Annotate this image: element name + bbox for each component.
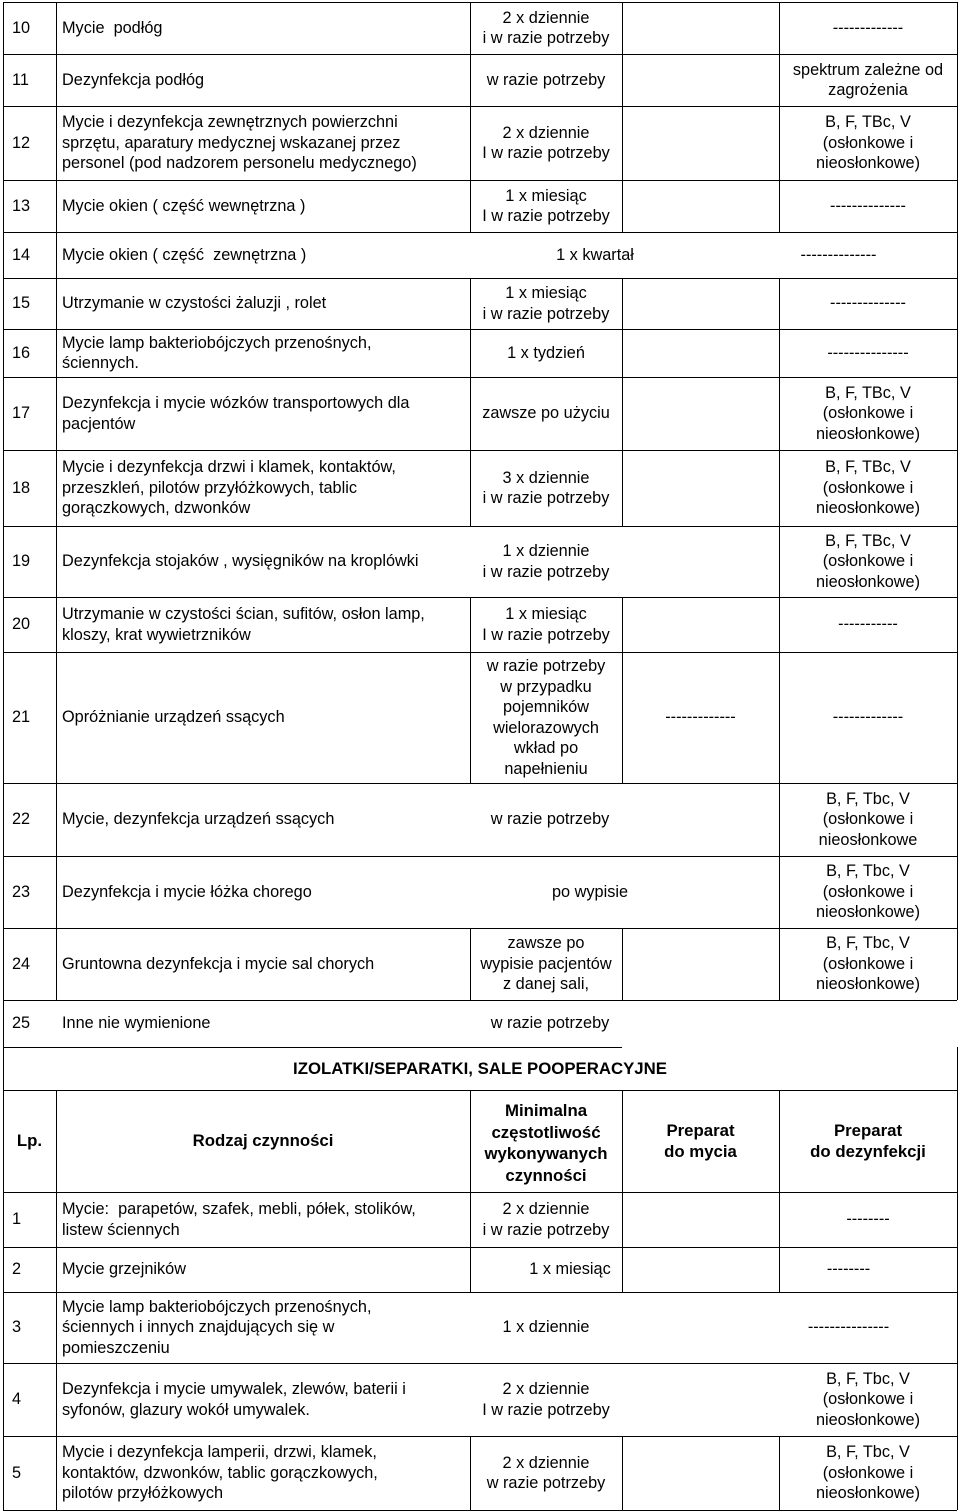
frequency-text: I w razie potrzeby bbox=[482, 625, 610, 644]
disinfectant-text: (osłonkowe i bbox=[822, 552, 914, 571]
frequency-text: napełnieniu bbox=[504, 759, 588, 778]
row-rule bbox=[3, 180, 957, 181]
row-number: 5 bbox=[12, 1463, 22, 1482]
frequency-text: 2 x dziennie bbox=[502, 1380, 590, 1398]
row-rule bbox=[3, 377, 957, 378]
row-rule bbox=[3, 1090, 957, 1091]
disinfectant-text: B, F, TBc, V bbox=[825, 113, 911, 132]
table-top-rule bbox=[3, 2, 957, 3]
row-rule bbox=[3, 1436, 957, 1437]
frequency-text: 1 x kwartał bbox=[556, 245, 634, 264]
frequency-text: 1 x miesiąc bbox=[505, 284, 587, 302]
column-rule bbox=[56, 783, 57, 856]
disinfectant-text: -------- bbox=[826, 1260, 871, 1279]
table-right-rule bbox=[957, 1436, 958, 1510]
row-rule bbox=[3, 106, 957, 107]
row-number: 12 bbox=[12, 133, 31, 152]
task-text: listew ściennych bbox=[62, 1220, 180, 1239]
task-text: Mycie lamp bakteriobójczych przenośnych, bbox=[62, 1297, 372, 1316]
task-text: ściennych. bbox=[62, 354, 139, 372]
row-number: 11 bbox=[12, 70, 29, 89]
header-disinfectant: do dezynfekcji bbox=[810, 1142, 926, 1161]
table-left-rule bbox=[3, 1000, 4, 1047]
disinfectant-text: zagrożenia bbox=[828, 81, 908, 99]
frequency-text: wypisie pacjentów bbox=[480, 954, 612, 973]
wash-agent-text: ------------- bbox=[665, 708, 736, 727]
column-rule bbox=[56, 2, 57, 54]
column-rule bbox=[622, 278, 623, 329]
frequency-text: i w razie potrzeby bbox=[482, 562, 610, 581]
table-right-rule bbox=[957, 597, 958, 652]
row-number: 18 bbox=[12, 478, 31, 497]
frequency-text: 1 x miesiąc bbox=[505, 186, 587, 205]
task-text: Mycie: parapetów, szafek, mebli, półek, stolików, bbox=[62, 1200, 416, 1218]
table-left-rule bbox=[3, 783, 4, 856]
header-lp: Lp. bbox=[16, 1130, 43, 1150]
frequency-text: 2 x dziennie bbox=[502, 1453, 590, 1472]
row-number: 10 bbox=[12, 18, 31, 37]
task-text: kloszy, krat wywietrzników bbox=[62, 625, 251, 644]
disinfectant-text: --------------- bbox=[827, 343, 909, 362]
row-number: 3 bbox=[12, 1318, 22, 1337]
disinfectant-text: -------------- bbox=[830, 196, 906, 215]
table-right-rule bbox=[957, 1047, 958, 1090]
task-text: Mycie grzejników bbox=[62, 1260, 186, 1279]
table-left-rule bbox=[3, 1247, 4, 1292]
task-text: syfonów, glazury wokół umywalek. bbox=[62, 1400, 310, 1419]
column-rule bbox=[622, 928, 623, 1000]
frequency-text: 2 x dziennie bbox=[502, 1200, 590, 1218]
frequency-text: 1 x dziennie bbox=[502, 542, 590, 560]
column-rule bbox=[56, 856, 57, 928]
task-text: Mycie, dezynfekcja urządzeń ssących bbox=[62, 810, 335, 829]
table-right-rule bbox=[957, 377, 958, 450]
table-right-rule bbox=[957, 1192, 958, 1247]
frequency-text: 1 x miesiąc bbox=[529, 1260, 611, 1279]
row-number: 13 bbox=[12, 196, 31, 215]
disinfectant-text: (osłonkowe i bbox=[822, 478, 914, 497]
row-number: 21 bbox=[12, 708, 31, 727]
column-rule bbox=[56, 1363, 57, 1436]
task-text: Gruntowna dezynfekcja i mycie sal chorych bbox=[62, 954, 375, 973]
row-number: 15 bbox=[12, 294, 31, 313]
column-rule bbox=[56, 377, 57, 450]
disinfectant-text: (osłonkowe i bbox=[822, 404, 914, 423]
row-rule bbox=[3, 54, 957, 55]
header-frequency: częstotliwość bbox=[491, 1122, 601, 1142]
column-rule bbox=[56, 1436, 57, 1510]
task-text: Dezynfekcja i mycie wózków transportowych dla bbox=[62, 394, 410, 412]
task-text: kontaktów, dzwonków, tablic gorączkowych, bbox=[62, 1463, 378, 1482]
column-rule bbox=[622, 1192, 623, 1247]
row-rule bbox=[3, 783, 957, 784]
row-rule bbox=[3, 928, 957, 929]
header-task: Rodzaj czynności bbox=[192, 1130, 334, 1150]
disinfectant-text: ----------- bbox=[838, 615, 898, 634]
frequency-text: I w razie potrzeby bbox=[482, 144, 610, 162]
task-text: Mycie i dezynfekcja zewnętrznych powierzchni bbox=[62, 113, 398, 132]
disinfectant-text: B, F, TBc, V bbox=[825, 531, 911, 550]
frequency-text: I w razie potrzeby bbox=[482, 1400, 610, 1419]
row-rule bbox=[3, 278, 957, 279]
header-frequency: wykonywanych bbox=[484, 1144, 608, 1163]
frequency-text: zawsze po bbox=[507, 934, 585, 953]
row-number: 16 bbox=[12, 343, 31, 362]
column-rule bbox=[56, 450, 57, 526]
table-right-rule bbox=[957, 278, 958, 329]
row-number: 14 bbox=[12, 245, 31, 264]
task-text: Mycie i dezynfekcja lamperii, drzwi, klamek, bbox=[62, 1443, 377, 1462]
table-left-rule bbox=[3, 377, 4, 450]
disinfectant-text: B, F, Tbc, V bbox=[826, 1369, 910, 1388]
task-text: Utrzymanie w czystości ścian, sufitów, osłon lamp, bbox=[62, 605, 425, 623]
disinfectant-text: nieosłonkowe) bbox=[815, 572, 921, 591]
column-rule bbox=[56, 232, 57, 278]
column-rule bbox=[56, 652, 57, 783]
table-right-rule bbox=[957, 856, 958, 928]
column-rule bbox=[56, 180, 57, 232]
table-right-rule bbox=[957, 1292, 958, 1363]
row-rule bbox=[3, 1363, 957, 1364]
table-left-rule bbox=[3, 1436, 4, 1510]
row-number: 17 bbox=[12, 404, 31, 423]
row-number: 19 bbox=[12, 552, 31, 571]
frequency-text: w razie potrzeby bbox=[486, 1474, 606, 1492]
task-text: Dezynfekcja i mycie łóżka chorego bbox=[62, 882, 312, 901]
table-right-rule bbox=[957, 783, 958, 856]
frequency-text: wielorazowych bbox=[493, 718, 599, 737]
frequency-text: w razie potrzeby bbox=[490, 1014, 610, 1033]
table-right-rule bbox=[957, 526, 958, 597]
table-right-rule bbox=[957, 54, 958, 106]
table-left-rule bbox=[3, 232, 4, 278]
frequency-text: i w razie potrzeby bbox=[482, 29, 610, 47]
disinfectant-text: B, F, Tbc, V bbox=[826, 862, 910, 881]
row-rule bbox=[3, 856, 957, 857]
table-right-rule bbox=[957, 928, 958, 1000]
row-number: 23 bbox=[12, 882, 31, 901]
frequency-text: i w razie potrzeby bbox=[482, 489, 610, 507]
frequency-text: w razie potrzeby bbox=[486, 70, 606, 89]
task-text: Mycie okien ( część wewnętrzna ) bbox=[62, 196, 306, 215]
disinfectant-text: (osłonkowe i bbox=[822, 1463, 914, 1482]
disinfectant-text: nieosłonkowe) bbox=[815, 154, 921, 173]
table-left-rule bbox=[3, 1363, 4, 1436]
header-frequency: Minimalna bbox=[504, 1101, 588, 1120]
table-left-rule bbox=[3, 2, 4, 54]
frequency-text: 1 x dziennie bbox=[502, 1318, 590, 1337]
table-right-rule bbox=[957, 1363, 958, 1436]
column-rule bbox=[56, 278, 57, 329]
column-rule bbox=[56, 1192, 57, 1247]
row-rule bbox=[3, 1510, 957, 1511]
column-rule bbox=[622, 450, 623, 526]
table-right-rule bbox=[957, 2, 958, 54]
frequency-text: w razie potrzeby bbox=[490, 810, 610, 829]
task-text: personel (pod nadzorem personelu medycznego) bbox=[62, 154, 417, 173]
column-rule bbox=[56, 928, 57, 1000]
table-left-rule bbox=[3, 180, 4, 232]
column-rule bbox=[56, 526, 57, 597]
frequency-text: po wypisie bbox=[551, 882, 629, 901]
disinfectant-text: B, F, Tbc, V bbox=[826, 789, 910, 808]
section-title: IZOLATKI/SEPARATKI, SALE POOPERACYJNE bbox=[293, 1059, 667, 1079]
row-number: 2 bbox=[12, 1260, 22, 1279]
frequency-text: i w razie potrzeby bbox=[482, 304, 610, 323]
column-rule bbox=[56, 54, 57, 106]
disinfectant-text: nieosłonkowe) bbox=[815, 499, 921, 518]
disinfectant-text: (osłonkowe i bbox=[822, 882, 914, 901]
table-left-rule bbox=[3, 450, 4, 526]
header-wash-agent: do mycia bbox=[664, 1142, 737, 1161]
header-disinfectant: Preparat bbox=[833, 1120, 903, 1140]
row-rule bbox=[3, 1292, 957, 1293]
column-rule bbox=[622, 2, 623, 54]
table-left-rule bbox=[3, 1292, 4, 1363]
task-text: pomieszczeniu bbox=[62, 1338, 170, 1357]
table-right-rule bbox=[957, 329, 958, 377]
column-rule bbox=[622, 106, 623, 180]
task-text: pilotów przyłóżkowych bbox=[62, 1484, 224, 1503]
table-left-rule bbox=[3, 106, 4, 180]
column-rule bbox=[56, 1247, 57, 1292]
header-frequency: czynności bbox=[505, 1165, 587, 1185]
table-left-rule bbox=[3, 597, 4, 652]
frequency-text: 2 x dziennie bbox=[502, 8, 590, 27]
task-text: gorączkowych, dzwonków bbox=[62, 499, 251, 518]
task-text: Mycie lamp bakteriobójczych przenośnych, bbox=[62, 333, 372, 352]
column-rule bbox=[56, 597, 57, 652]
disinfectant-text: (osłonkowe i bbox=[822, 810, 914, 829]
row-number: 1 bbox=[12, 1210, 22, 1229]
table-left-rule bbox=[3, 652, 4, 783]
column-rule bbox=[56, 1292, 57, 1363]
disinfectant-text: (osłonkowe i bbox=[822, 1390, 914, 1409]
task-text: Utrzymanie w czystości żaluzji , rolet bbox=[62, 294, 327, 313]
disinfectant-text: -------- bbox=[846, 1210, 890, 1229]
task-text: sprzętu, aparatury medycznej wskazanej przez bbox=[62, 133, 401, 152]
row-rule bbox=[3, 1192, 957, 1193]
disinfectant-text: (osłonkowe i bbox=[822, 133, 914, 152]
table-right-rule bbox=[957, 106, 958, 180]
table-right-rule bbox=[957, 180, 958, 232]
row-number: 20 bbox=[12, 615, 31, 634]
row-number: 25 bbox=[12, 1014, 31, 1033]
row-number: 22 bbox=[12, 810, 31, 829]
row-rule bbox=[3, 450, 957, 451]
disinfectant-text: B, F, TBc, V bbox=[825, 383, 911, 402]
column-rule bbox=[622, 377, 623, 450]
column-rule bbox=[622, 180, 623, 232]
task-text: Inne nie wymienione bbox=[62, 1014, 211, 1033]
task-text: Mycie podłóg bbox=[62, 18, 163, 37]
disinfectant-text: -------------- bbox=[800, 245, 877, 264]
table-right-rule bbox=[957, 1090, 958, 1192]
disinfectant-text: ------------- bbox=[832, 708, 904, 727]
task-text: Dezynfekcja stojaków , wysięgników na kroplówki bbox=[62, 552, 419, 571]
task-text: pacjentów bbox=[62, 414, 136, 433]
task-text: Dezynfekcja i mycie umywalek, zlewów, baterii i bbox=[62, 1380, 406, 1398]
disinfectant-text: (osłonkowe i bbox=[822, 954, 914, 973]
table-left-rule bbox=[3, 526, 4, 597]
table-left-rule bbox=[3, 278, 4, 329]
header-wash-agent: Preparat bbox=[666, 1120, 735, 1140]
row-rule bbox=[3, 597, 957, 598]
frequency-text: w razie potrzeby bbox=[486, 657, 606, 675]
disinfectant-text: spektrum zależne od bbox=[792, 60, 944, 79]
row-rule bbox=[3, 1000, 957, 1001]
frequency-text: 1 x tydzień bbox=[507, 343, 585, 362]
frequency-text: i w razie potrzeby bbox=[482, 1220, 610, 1239]
task-text: Mycie i dezynfekcja drzwi i klamek, kontaktów, bbox=[62, 458, 396, 477]
column-rule bbox=[56, 329, 57, 377]
frequency-text: zawsze po użyciu bbox=[482, 404, 610, 423]
frequency-text: 2 x dziennie bbox=[502, 123, 590, 142]
disinfectant-text: nieosłonkowe) bbox=[815, 1410, 921, 1429]
frequency-text: 3 x dziennie bbox=[502, 468, 590, 487]
column-rule bbox=[622, 1436, 623, 1510]
row-rule bbox=[3, 1047, 622, 1048]
table-left-rule bbox=[3, 928, 4, 1000]
row-number: 4 bbox=[12, 1390, 22, 1409]
task-text: Opróżnianie urządzeń ssących bbox=[62, 708, 285, 727]
column-rule bbox=[622, 597, 623, 652]
disinfectant-text: B, F, Tbc, V bbox=[826, 934, 910, 953]
column-rule bbox=[622, 329, 623, 377]
table-left-rule bbox=[3, 856, 4, 928]
frequency-text: w przypadku bbox=[500, 677, 592, 696]
row-rule bbox=[3, 232, 957, 233]
column-rule bbox=[622, 54, 623, 106]
disinfectant-text: nieosłonkowe bbox=[818, 830, 918, 849]
frequency-text: pojemników bbox=[503, 698, 589, 716]
row-rule bbox=[3, 1247, 957, 1248]
task-text: przeszkleń, pilotów przyłóżkowych, tablic bbox=[62, 478, 357, 497]
row-number: 24 bbox=[12, 954, 31, 973]
task-text: Dezynfekcja podłóg bbox=[62, 70, 205, 89]
frequency-text: z danej sali, bbox=[503, 975, 589, 994]
table-left-rule bbox=[3, 1192, 4, 1247]
frequency-text: I w razie potrzeby bbox=[482, 207, 610, 225]
disinfectant-text: nieosłonkowe) bbox=[815, 903, 921, 922]
table-left-rule bbox=[3, 54, 4, 106]
task-text: Mycie okien ( część zewnętrzna ) bbox=[62, 245, 307, 264]
table-left-rule bbox=[3, 329, 4, 377]
frequency-text: 1 x miesiąc bbox=[505, 605, 587, 623]
disinfectant-text: -------------- bbox=[830, 294, 906, 313]
disinfectant-text: nieosłonkowe) bbox=[815, 424, 921, 443]
frequency-text: wkład po bbox=[513, 739, 579, 757]
table-right-rule bbox=[957, 652, 958, 783]
row-rule bbox=[3, 329, 957, 330]
task-text: ściennych i innych znajdujących się w bbox=[62, 1318, 335, 1337]
column-rule bbox=[56, 106, 57, 180]
disinfectant-text: --------------- bbox=[807, 1318, 890, 1337]
row-rule bbox=[3, 526, 957, 527]
disinfectant-text: nieosłonkowe) bbox=[815, 975, 921, 994]
table-right-rule bbox=[957, 1247, 958, 1292]
table-right-rule bbox=[957, 450, 958, 526]
disinfectant-text: nieosłonkowe) bbox=[815, 1484, 921, 1503]
table-right-rule bbox=[957, 232, 958, 278]
disinfectant-text: ------------- bbox=[832, 18, 904, 37]
disinfectant-text: B, F, Tbc, V bbox=[826, 1443, 910, 1462]
row-rule bbox=[3, 652, 957, 653]
disinfectant-text: B, F, TBc, V bbox=[825, 458, 911, 477]
